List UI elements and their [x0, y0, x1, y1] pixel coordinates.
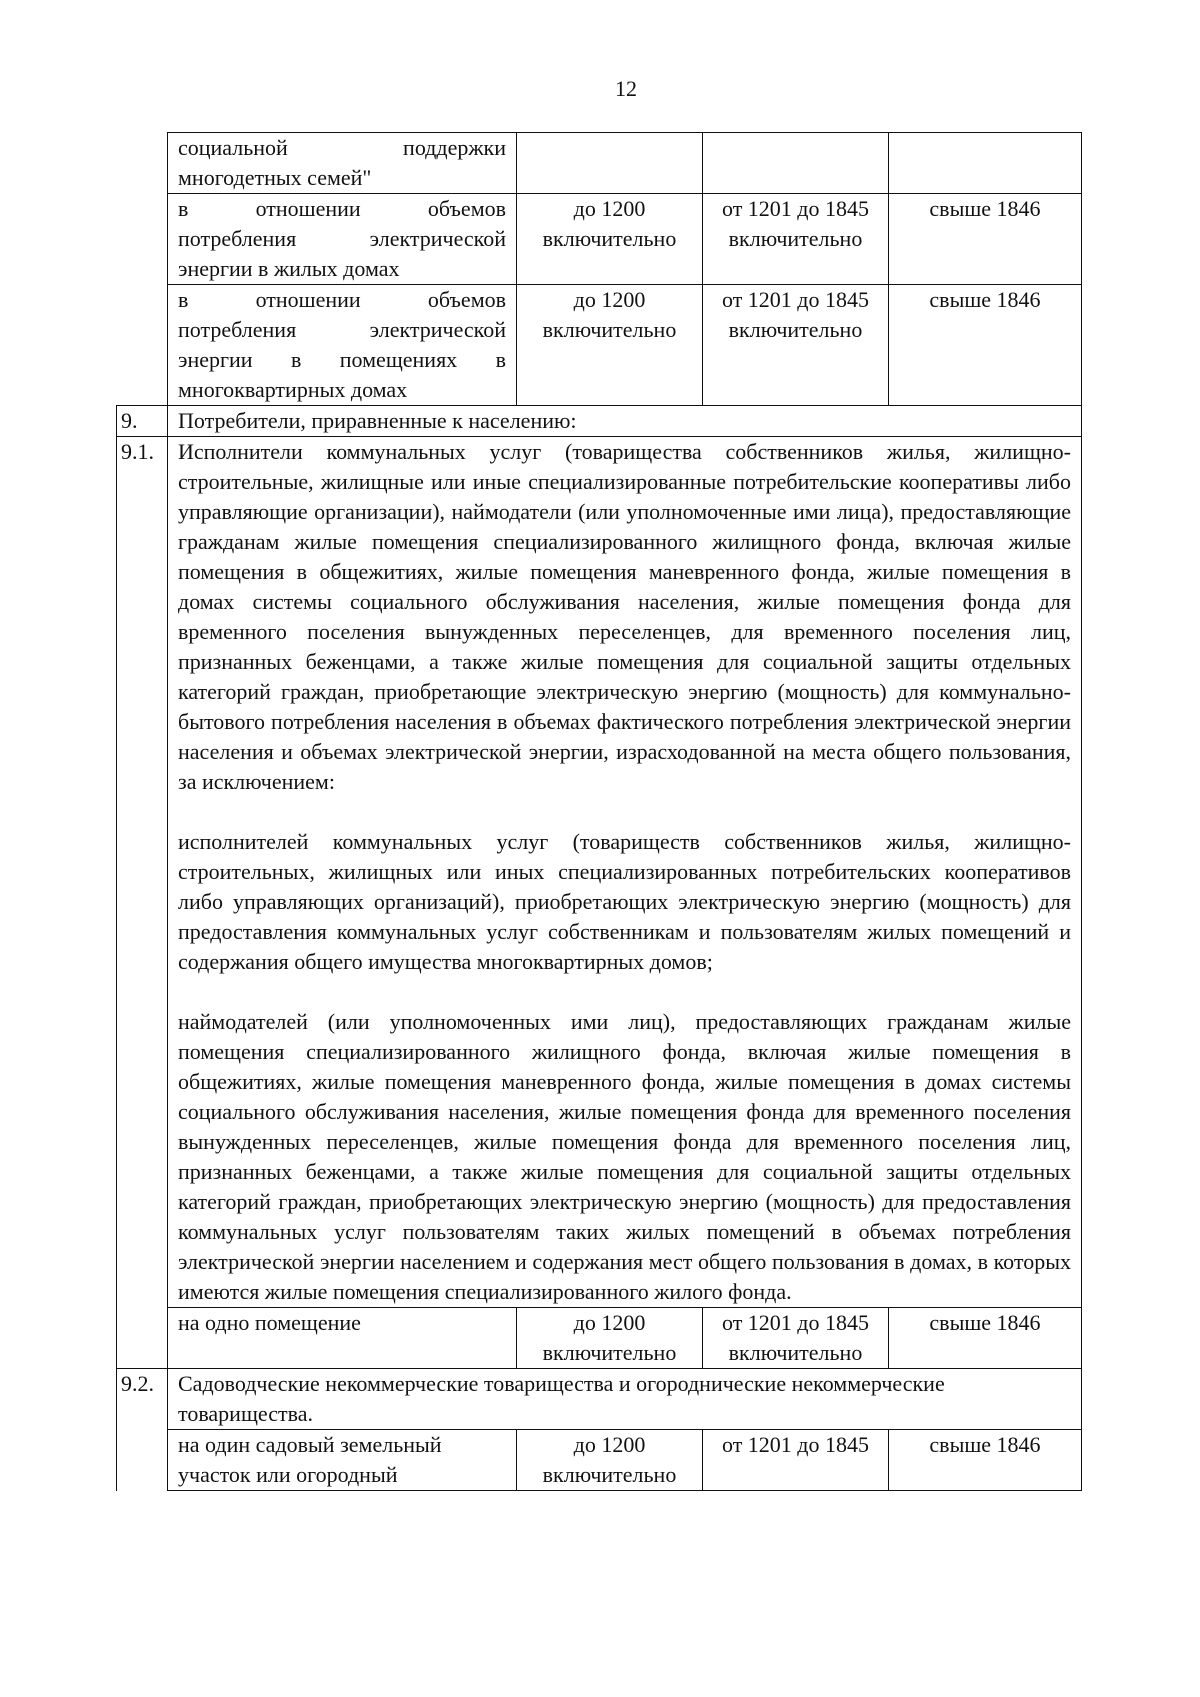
tariff-table: [116, 132, 1082, 1491]
table-row: [117, 1430, 1082, 1491]
range-low: до 1200 включительно: [517, 194, 703, 285]
range-low: до 1200 включительно: [517, 285, 703, 406]
section-row: [117, 437, 1082, 1308]
table-row: [117, 1308, 1082, 1369]
paragraph: Исполнители коммунальных услуг (товарищества собственников жилья, жилищно-строительные, жилищные или иные специализированные потребительские кооперативы либо управляющие организации), наймодатели (или уполномоченные ими лица), предоставляющие гражданам жилые помещения специализированного жилищного фонда, включая жилые помещения в общежитиях, жилые помещения маневренного фонда, жилые помещения в домах системы социального обслуживания населения, жилые помещения фонда для временного поселения вынужденных переселенцев, для временного поселения лиц, признанных беженцами, а также жилые помещения для социальной защиты отдельных категорий граждан, приобретающие электрическую энергию (мощность) для коммунально-бытового потребления населения в объемах фактического потребления электрической энергии населения и объемах электрической энергии, израсходованной на места общего пользования, за исключением:: [178, 439, 1071, 794]
range-mid: от 1201 до 1845 включительно: [703, 285, 889, 406]
row-label: на одно помещение: [168, 1308, 517, 1369]
table-row: [117, 285, 1082, 406]
range-mid: от 1201 до 1845 включительно: [703, 194, 889, 285]
range-high: свыше 1846: [889, 285, 1082, 406]
section-body: [168, 437, 1082, 1308]
section-row: [117, 406, 1082, 437]
section-title: Садоводческие некоммерческие товарищества и огороднические некоммерческие товарищества.: [168, 1369, 1082, 1430]
row-label: на один садовый земельный участок или огородный: [168, 1430, 517, 1491]
range-high: свыше 1846: [889, 1430, 1082, 1491]
section-row: [117, 1369, 1082, 1430]
range-high: свыше 1846: [889, 1308, 1082, 1369]
paragraph: наймодателей (или уполномоченных ими лиц), предоставляющих гражданам жилые помещения специализированного жилищного фонда, включая жилые помещения в общежитиях, жилые помещения маневренного фонда, жилые помещения в домах системы социального обслуживания населения, жилые помещения фонда для временного поселения вынужденных переселенцев, жилые помещения фонда для временного поселения лиц, признанных беженцами, а также жилые помещения для социальной защиты отдельных категорий граждан, приобретающих электрическую энергию (мощность) для предоставления коммунальных услуг пользователям таких жилых помещений в объемах потребления электрической энергии населением и содержания мест общего пользования в домах, в которых имеются жилые помещения специализированного жилого фонда.: [178, 1009, 1071, 1304]
range-low: до 1200 включительно: [517, 1308, 703, 1369]
row-label: в отношении объемов потребления электрической энергии в помещениях в многоквартирных домах: [168, 285, 517, 406]
table-row: [117, 133, 1082, 194]
section-number: 9.1.: [117, 437, 168, 1369]
range-low: до 1200 включительно: [517, 1430, 703, 1491]
section-number: 9.2.: [117, 1369, 168, 1491]
range-mid: от 1201 до 1845 включительно: [703, 1308, 889, 1369]
page-number: 12: [615, 76, 637, 101]
row-label: социальной поддержки многодетных семей": [168, 133, 517, 194]
range-mid: от 1201 до 1845: [703, 1430, 889, 1491]
paragraph: исполнителей коммунальных услуг (товариществ собственников жилья, жилищно-строительных, жилищных или иных специализированных потребительских кооперативов либо управляющих организаций), приобретающих электрическую энергию (мощность) для предоставления коммунальных услуг собственникам и пользователям жилых помещений и содержания общего имущества многоквартирных домов;: [178, 829, 1071, 974]
section-number: 9.: [117, 406, 168, 437]
range-high: свыше 1846: [889, 194, 1082, 285]
table-row: [117, 194, 1082, 285]
row-label: в отношении объемов потребления электрической энергии в жилых домах: [168, 194, 517, 285]
section-title: Потребители, приравненные к населению:: [168, 406, 1082, 437]
